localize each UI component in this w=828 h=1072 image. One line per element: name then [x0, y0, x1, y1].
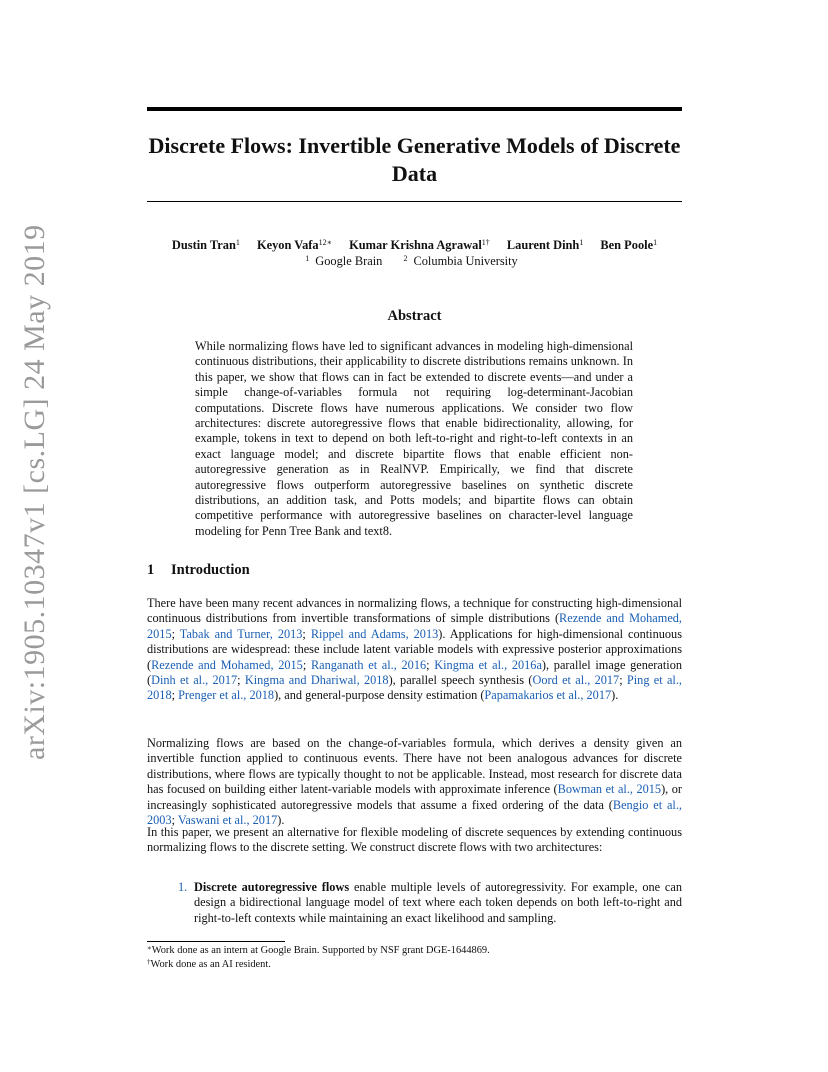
arxiv-identifier-stamp: arXiv:1905.10347v1 [cs.LG] 24 May 2019 [18, 224, 51, 760]
author: Ben Poole$^1$ [600, 238, 658, 252]
paragraph-text: ), or increasingly sophisticated autoregressive models that assume a fixed ordering of the data ( [147, 782, 682, 812]
paragraph-text: ; [171, 626, 180, 641]
architecture-list-item [178, 880, 682, 926]
citation-link[interactable]: Rezende and Mohamed, 2015 [147, 611, 683, 641]
paragraph-text: In this paper, we present an alternative for flexible modeling of discrete sequences by extending continuous normalizing flows to the discrete setting. We construct discrete flows with two architectures: [147, 825, 682, 855]
paragraph-text: ; [237, 673, 245, 688]
footnote: †Work done as an AI resident. [147, 958, 271, 970]
paragraph-text: ). [277, 813, 285, 828]
abstract-heading: Abstract [387, 308, 442, 324]
citation-link[interactable]: Vaswani et al., 2017 [177, 813, 278, 828]
affiliation: $^2$ Columbia University [403, 254, 518, 268]
intro-paragraph-3 [147, 825, 682, 856]
list-item-description: enable multiple levels of autoregressivity. For example, one can design a bidirectional language model of text where each token depends on both left-to-right and right-to-left contexts while maintaining an exact likelihood and sampling. [194, 880, 682, 925]
citation-link[interactable]: Kingma and Dhariwal, 2018 [244, 673, 389, 688]
paragraph-text: ; [426, 657, 435, 672]
affiliation: $^1$ Google Brain [305, 254, 383, 268]
paragraph-text: ). Applications for high-dimensional continuous distributions are widespread: these include latent variable models with expressive posterior approximations ( [147, 626, 682, 672]
intro-paragraph-2 [147, 736, 682, 828]
footnote-rule [147, 941, 285, 942]
citation-link[interactable]: Rippel and Adams, 2013 [310, 626, 439, 641]
section-heading [147, 561, 682, 579]
paragraph-text: There have been many recent advances in normalizing flows, a technique for constructing high-dimensional continuous distributions from invertible transformations of simple distributions ( [147, 596, 682, 626]
citation-link[interactable]: Bowman et al., 2015 [557, 782, 662, 797]
citation-link[interactable]: Oord et al., 2017 [532, 673, 620, 688]
paragraph-text: ; [619, 673, 627, 688]
author-list [147, 238, 682, 253]
paragraph-text: ), and general-purpose density estimation ( [274, 688, 485, 703]
paragraph-text: ; [171, 813, 178, 828]
title-rule-bottom [147, 201, 682, 202]
author: Laurent Dinh$^1$ [506, 238, 584, 252]
paragraph-text: ), parallel image generation ( [147, 657, 682, 688]
citation-link[interactable]: Kingma et al., 2016a [434, 657, 542, 672]
list-item-term: Discrete autoregressive flows [194, 880, 350, 894]
section-number: 1 [147, 562, 155, 578]
paragraph-text: ; [171, 688, 179, 703]
citation-link[interactable]: Papamakarios et al., 2017 [484, 688, 612, 703]
abstract-text: While normalizing flows have led to significant advances in modeling high-dimensional continuous distributions, their applicability to discrete distributions remains unknown. In this paper, we show that flows can in fact be extended to discrete events—and under a simple change-of-variables formula not requiring log-determinant-Jacobian computations. Discrete flows have numerous applications. We consider two flow architectures: discrete autoregressive flows that enable bidirectionality, allowing, for example, tokens in text to depend on both left-to-right and right-to-left contexts in an exact language model; and discrete bipartite flows that enable efficient non-autoregressive generation as in RealNVP. Empirically, we find that discrete autoregressive flows outperform autoregressive baselines on synthetic discrete distributions, an addition task, and Potts models; and bipartite flows can obtain competitive performance with autoregressive baselines on character-level language modeling for Penn Tree Bank and text8. [195, 339, 633, 538]
footnote: ∗Work done as an intern at Google Brain. Supported by NSF grant DGE-1644869. [147, 944, 490, 956]
author: Keyon Vafa$^{12∗}$ [256, 238, 333, 252]
paper-title: Discrete Flows: Invertible Generative Models of Discrete Data [148, 133, 681, 186]
paragraph-text: ). [611, 688, 619, 703]
paragraph-text: ; [302, 657, 311, 672]
citation-link[interactable]: Bengio et al., 2003 [147, 797, 682, 828]
title-rule-top [147, 107, 682, 111]
paragraph-text: ), parallel speech synthesis ( [388, 673, 533, 688]
author: Dustin Tran$^1$ [171, 238, 240, 252]
section-title: Introduction [171, 562, 250, 578]
author: Kumar Krishna Agrawal$^{1\dagger}$ [349, 238, 490, 252]
citation-link[interactable]: Prenger et al., 2018 [178, 688, 275, 703]
paragraph-text: ; [302, 626, 311, 641]
citation-link[interactable]: Rezende and Mohamed, 2015 [151, 657, 303, 672]
intro-paragraph-1 [147, 596, 682, 704]
list-marker: 1. [178, 880, 188, 894]
list-item-text [194, 880, 682, 926]
citation-link[interactable]: Ranganath et al., 2016 [310, 657, 427, 672]
paragraph-text: Normalizing flows are based on the change-of-variables formula, which derives a density given an invertible function applied to continuous events. There have not been analogous advances for discrete distributions, where flows are typically thought to not be applicable. Instead, most research for discrete data has focused on building either latent-variable models with approximate inference ( [147, 736, 682, 797]
citation-link[interactable]: Dinh et al., 2017 [151, 673, 238, 688]
citation-link[interactable]: Tabak and Turner, 2013 [179, 626, 303, 641]
affiliation-list [147, 254, 682, 269]
citation-link[interactable]: Ping et al., 2018 [147, 673, 682, 703]
